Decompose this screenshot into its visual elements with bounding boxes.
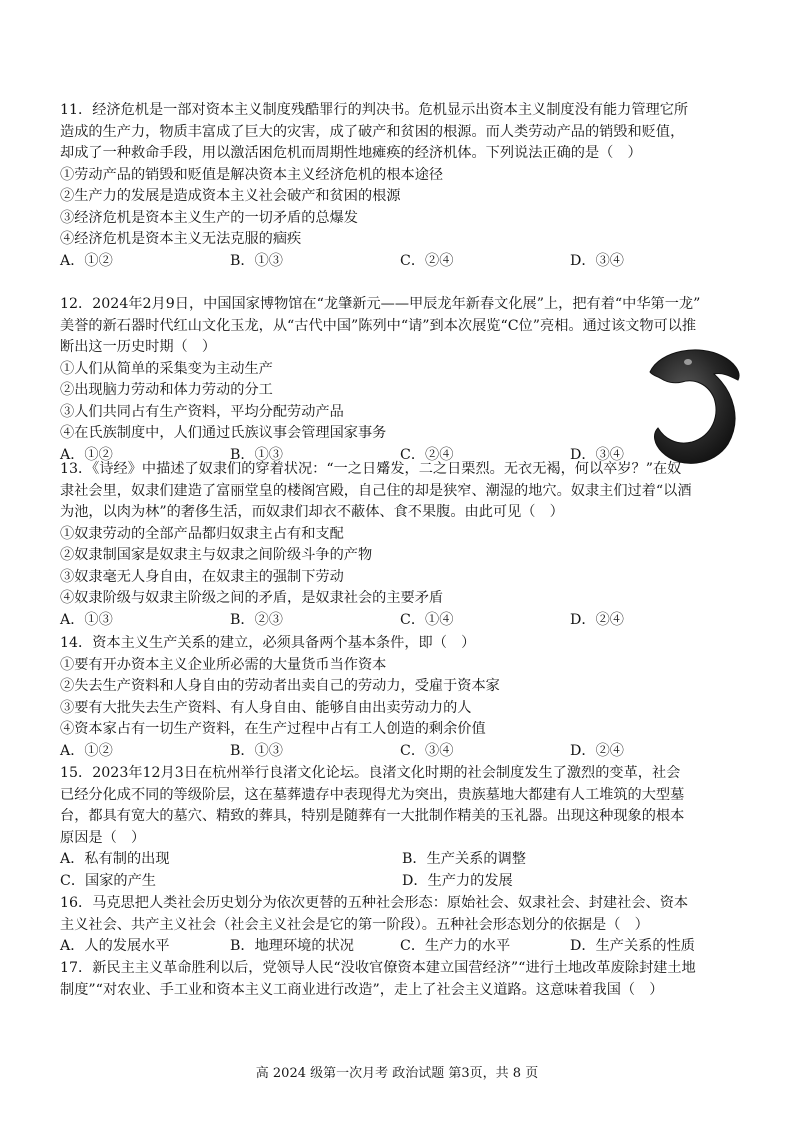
jade-dragon-image bbox=[630, 342, 750, 472]
statement-item: ②失去生产资料和人身自由的劳动者出卖自己的劳动力，受雇于资本家 bbox=[60, 678, 500, 694]
option-b: B．生产关系的调整 bbox=[402, 851, 526, 867]
option-b: B．①③ bbox=[230, 742, 283, 759]
option-d: D．②④ bbox=[570, 742, 624, 759]
statement-item: ②奴隶制国家是奴隶主与奴隶之间阶级斗争的产物 bbox=[60, 547, 373, 563]
question-stem-line: 15．2023年12月3日在杭州举行良渚文化论坛。良渚文化时期的社会制度发生了激烈的变革，社会 bbox=[60, 765, 681, 781]
question-17 bbox=[60, 958, 745, 1001]
question-11 bbox=[60, 100, 745, 272]
option-a: A．①② bbox=[60, 446, 113, 463]
answer-options bbox=[60, 610, 745, 632]
statement-item: ③奴隶毫无人身自由，在奴隶主的强制下劳动 bbox=[60, 568, 344, 585]
statement-item: ④经济危机是资本主义无法克服的痼疾 bbox=[60, 231, 302, 247]
statement-item: ④资本家占有一切生产资料，在生产过程中占有工人创造的剩余价值 bbox=[60, 721, 486, 737]
option-c: C．③④ bbox=[400, 742, 454, 759]
question-stem-line: 13．《诗经》中描述了奴隶们的穿着状况：“一之日觱发，二之日栗烈。无衣无褐，何以卒岁？”在奴 bbox=[60, 461, 682, 477]
answer-options bbox=[60, 936, 745, 958]
question-stem-line: 为池，以肉为林”的奢侈生活，而奴隶们却衣不蔽体、食不果腹。由此可见（ ） bbox=[60, 504, 564, 520]
statement-item: ②生产力的发展是造成资本主义社会破产和贫困的根源 bbox=[60, 188, 401, 204]
question-stem-line: 14．资本主义生产关系的建立，必须具备两个基本条件，即（ ） bbox=[60, 635, 476, 651]
answer-options bbox=[60, 871, 745, 893]
option-a: A．①② bbox=[60, 742, 113, 759]
option-c: C．①④ bbox=[400, 611, 454, 628]
option-a: A．人的发展水平 bbox=[60, 938, 170, 954]
statement-item: ③经济危机是资本主义生产的一切矛盾的总爆发 bbox=[60, 209, 358, 226]
statement-item: ①奴隶劳动的全部产品都归奴隶主占有和支配 bbox=[60, 525, 344, 542]
statement-item: ④在氏族制度中，人们通过氏族议事会管理国家事务 bbox=[60, 425, 387, 441]
question-stem-line: 隶社会里，奴隶们建造了富丽堂皇的楼阁宫殿，自己住的却是狭窄、潮湿的地穴。奴隶主们过着“以酒 bbox=[60, 482, 692, 499]
question-stem-line: 美誉的新石器时代红山文化玉龙，从“古代中国”陈列中“请”到本次展览“C位”亮相。通过该文物可以推 bbox=[60, 317, 697, 334]
question-stem-line: 17．新民主主义革命胜利以后，党领导人民“没收官僚资本建立国营经济”“进行土地改革废除封建土地 bbox=[60, 960, 696, 976]
option-a: A．①③ bbox=[60, 611, 113, 628]
statement-item: ④奴隶阶级与奴隶主阶级之间的矛盾，是奴隶社会的主要矛盾 bbox=[60, 590, 444, 606]
question-stem-line: 造成的生产力，物质丰富成了巨大的灾害，成了破产和贫困的根源。而人类劳动产品的销毁和贬值， bbox=[60, 123, 685, 140]
question-stem-line: 断出这一历史时期（ ） bbox=[60, 339, 217, 355]
page-footer: 高 2024 级第一次月考 政治试题 第3页，共 8 页 bbox=[255, 1066, 539, 1081]
question-stem-line: 台，都具有宽大的墓穴、精致的葬具，特别是随葬有一大批制作精美的玉礼器。出现这种现象的根本 bbox=[60, 808, 685, 824]
option-d: D．生产力的发展 bbox=[402, 872, 513, 889]
option-b: B．①③ bbox=[230, 446, 283, 463]
question-16 bbox=[60, 893, 745, 958]
question-15 bbox=[60, 763, 745, 892]
statement-item: ③人们共同占有生产资料，平均分配劳动产品 bbox=[60, 403, 344, 420]
question-stem-line: 16．马克思把人类社会历史划分为依次更替的五种社会形态：原始社会、奴隶社会、封建社会、资本 bbox=[60, 895, 689, 911]
statement-item: ①要有开办资本主义企业所必需的大量货币当作资本 bbox=[60, 656, 387, 673]
question-stem-line: 12．2024年2月9日，中国国家博物馆在“龙肇新元——甲辰龙年新春文化展”上，把有着“中华第一龙” bbox=[60, 296, 701, 312]
statement-item: ①人们从简单的采集变为主动生产 bbox=[60, 360, 273, 377]
option-d: D．③④ bbox=[570, 446, 624, 463]
question-stem-line: 11．经济危机是一部对资本主义制度残酷罪行的判决书。危机显示出资本主义制度没有能力管理它所 bbox=[60, 102, 689, 118]
option-d: D．③④ bbox=[570, 252, 624, 269]
question-stem-line: 制度”“对农业、手工业和资本主义工商业进行改造”，走上了社会主义道路。这意味着我国（ ） bbox=[60, 981, 664, 998]
question-stem-line: 原因是（ ） bbox=[60, 829, 146, 846]
answer-options bbox=[60, 251, 745, 273]
option-c: C．②④ bbox=[400, 252, 454, 269]
option-c: C．②④ bbox=[400, 446, 454, 463]
option-b: B．地理环境的状况 bbox=[230, 938, 354, 954]
question-stem-line: 主义社会、共产主义社会（社会主义社会是它的第一阶段）。五种社会形态划分的依据是（ ） bbox=[60, 916, 649, 933]
statement-item: ③要有大批失去生产资料、有人身自由、能够自由出卖劳动力的人 bbox=[60, 699, 472, 716]
option-a: A．①② bbox=[60, 252, 113, 269]
option-d: D．生产关系的性质 bbox=[570, 938, 695, 954]
option-c: C．生产力的水平 bbox=[400, 938, 511, 954]
option-c: C．国家的产生 bbox=[60, 872, 156, 889]
statement-item: ①劳动产品的销毁和贬值是解决资本主义经济危机的根本途径 bbox=[60, 166, 444, 183]
option-d: D．②④ bbox=[570, 611, 624, 628]
question-14 bbox=[60, 633, 745, 762]
question-13 bbox=[60, 459, 745, 631]
answer-options bbox=[60, 849, 745, 871]
answer-options bbox=[60, 741, 745, 763]
question-stem-line: 已经分化成不同的等级阶层，这在墓葬遗存中表现得尤为突出，贵族墓地大都建有人工堆筑的大型墓 bbox=[60, 786, 685, 803]
option-b: B．①③ bbox=[230, 252, 283, 269]
option-b: B．②③ bbox=[230, 611, 283, 628]
option-a: A．私有制的出现 bbox=[60, 851, 170, 867]
question-stem-line: 却成了一种救命手段，用以激活困危机而周期性地瘫痪的经济机体。下列说法正确的是（ ） bbox=[60, 145, 642, 161]
statement-item: ②出现脑力劳动和体力劳动的分工 bbox=[60, 382, 273, 398]
